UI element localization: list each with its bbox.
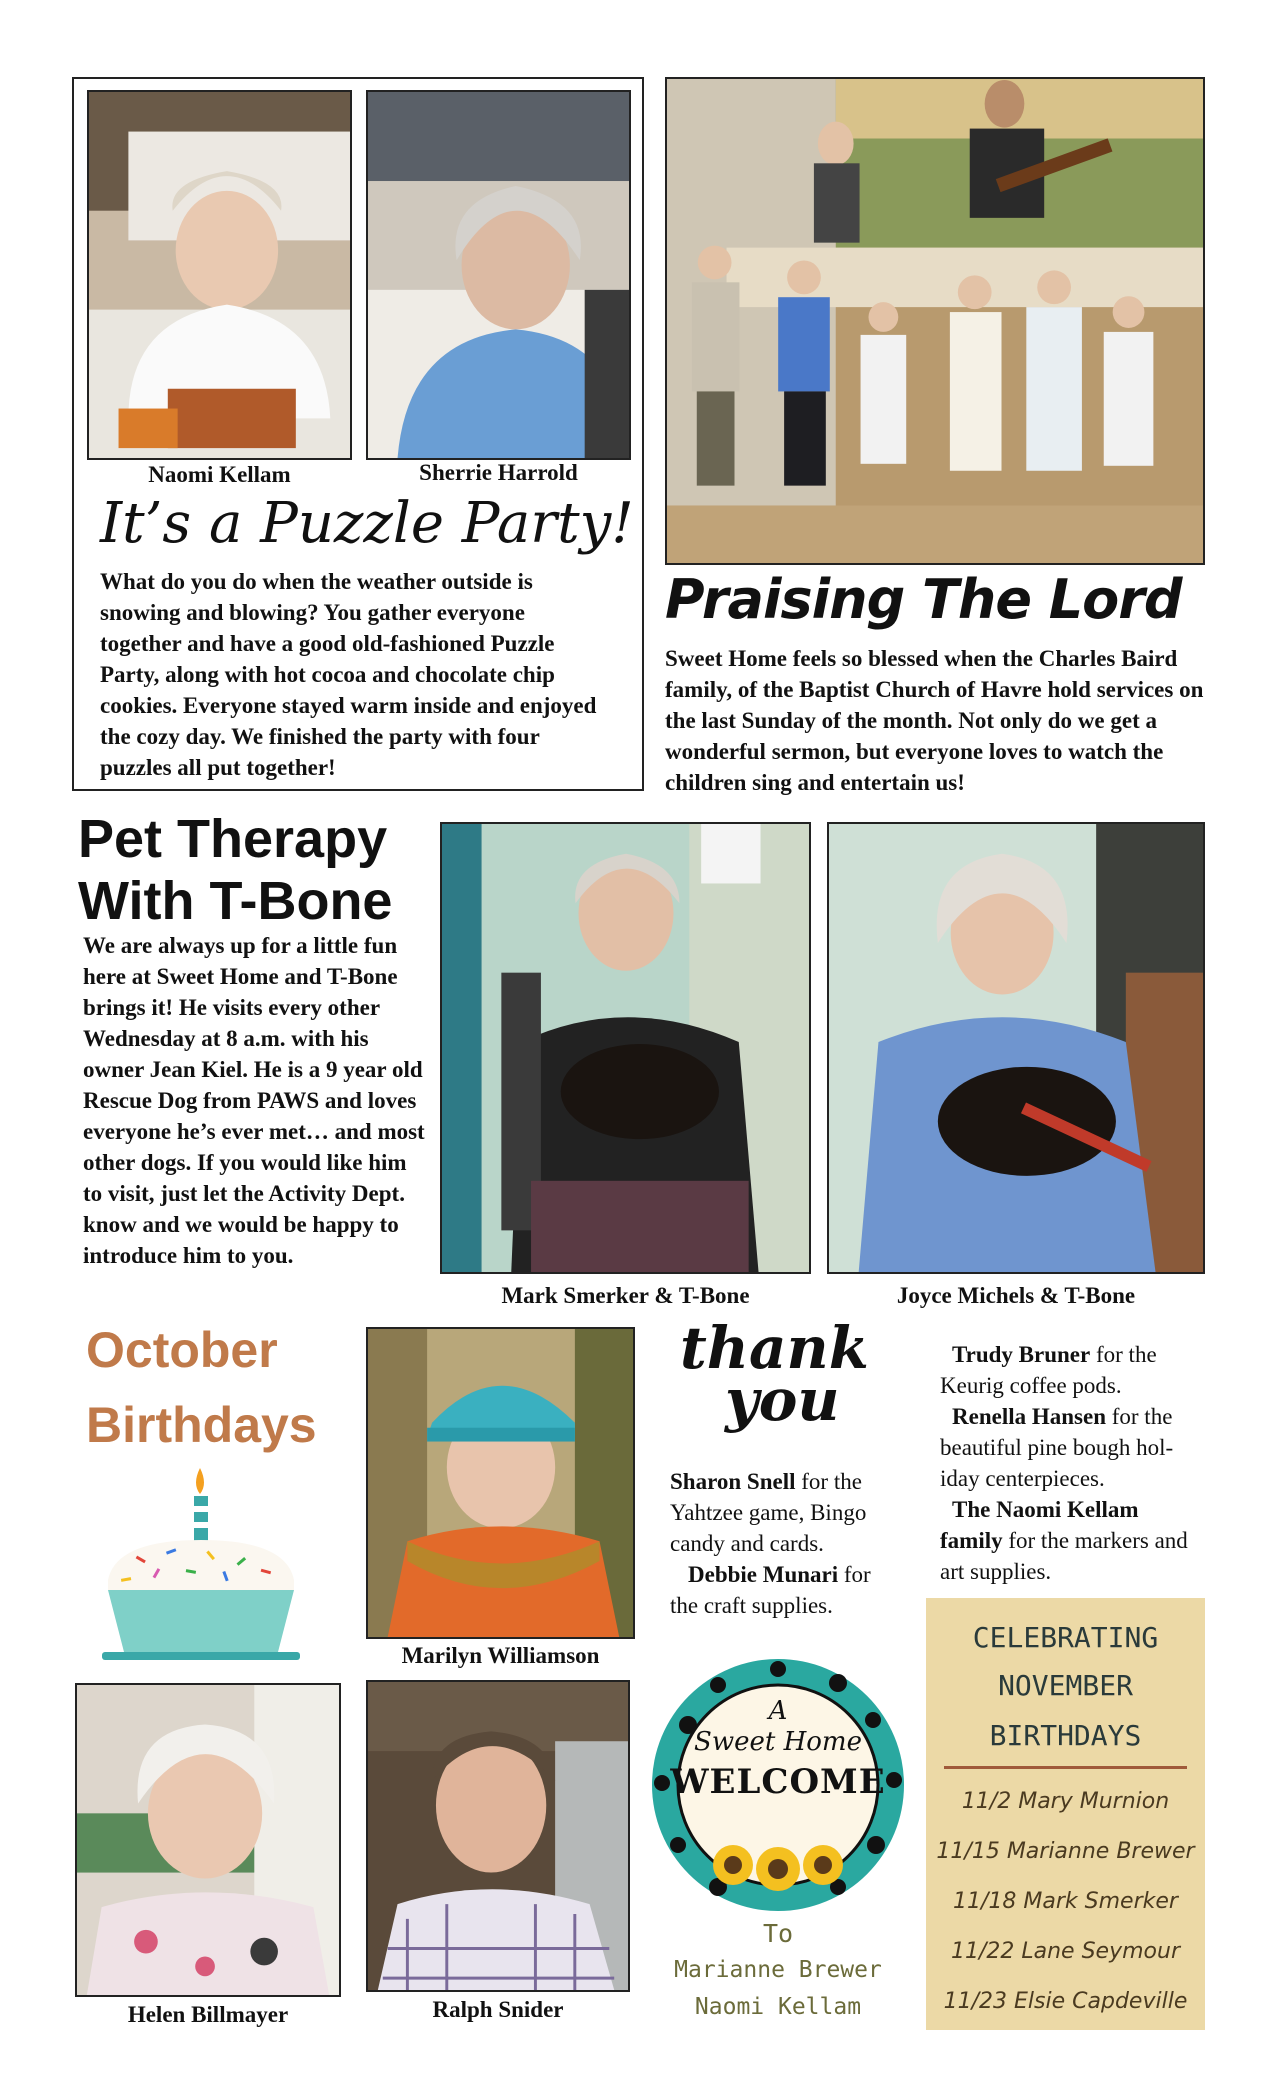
thank-you-text: for the craft supplies.: [670, 1562, 871, 1618]
november-entry: 11/18 Mark Smerker: [953, 1889, 1178, 1914]
naomi-kellam-caption: Naomi Kellam: [148, 462, 291, 487]
november-birthdays-panel: [926, 1598, 1205, 2030]
thank-you-list-right: [940, 1339, 1205, 1587]
october-birthdays-title-line1: October: [86, 1322, 278, 1378]
thank-you-logo: [670, 1314, 900, 1458]
ralph-snider-caption: Ralph Snider: [432, 1997, 564, 2022]
thank-you-text: for the Keurig coffee pods.: [940, 1342, 1157, 1398]
thank-you-text: for the markers and art supplies.: [940, 1528, 1188, 1584]
thank-you-item: [670, 1559, 902, 1621]
marilyn-williamson-caption: Marilyn Williamson: [401, 1643, 600, 1668]
thank-you-name: Trudy Bruner: [952, 1342, 1091, 1367]
welcome-line-sweet-home: Sweet Home: [694, 1727, 862, 1757]
welcome-name-2: Naomi Kellam: [694, 1994, 862, 2020]
helen-billmayer-photo: [75, 1683, 341, 1997]
welcome-badge: [648, 1655, 908, 1915]
november-entry: 11/22 Lane Seymour: [950, 1939, 1180, 1964]
welcome-line-a: A: [768, 1696, 788, 1726]
thank-you-item: [940, 1401, 1205, 1494]
thank-you-logo-line2: you: [725, 1366, 840, 1434]
welcome-to-label: To: [762, 1919, 794, 1948]
joyce-michels-photo: [827, 822, 1205, 1274]
marilyn-williamson-photo: [366, 1327, 635, 1639]
praising-the-lord-body: Sweet Home feels so blessed when the Charles Baird family, of the Baptist Church of Havre hold services on the last Sunday of the month. Not only do we get a wonderful sermon, but everyone loves to watch the children sing and entertain us!: [665, 646, 1204, 795]
november-entry: 11/15 Marianne Brewer: [936, 1839, 1195, 1864]
welcome-line-welcome: WELCOME: [670, 1762, 886, 1802]
thank-you-name: The Naomi Kellam family: [940, 1497, 1139, 1553]
welcome-name-1: Marianne Brewer: [674, 1957, 882, 1983]
sherrie-harrold-caption: Sherrie Harrold: [419, 460, 578, 485]
joyce-michels-caption: Joyce Michels & T-Bone: [896, 1283, 1136, 1308]
pet-therapy-body: We are always up for a little fun here at Sweet Home and T-Bone brings it! He visits every other Wednesday at 8 a.m. with his owner Jean Kiel. He is a 9 year old Rescue Dog from PAWS and loves everyone he’s ever met… and most other dogs. If you would like him to visit, just let the Activity Dept. know and we would be happy to introduce him to you.: [83, 933, 425, 1268]
naomi-kellam-photo: [87, 90, 352, 460]
sherrie-harrold-photo: [366, 90, 631, 460]
thank-you-name: Sharon Snell: [670, 1469, 796, 1494]
praising-the-lord-title: Praising The Lord: [665, 568, 1182, 631]
puzzle-party-title: It’s a Puzzle Party!: [100, 491, 634, 556]
birthday-cake-icon: [96, 1460, 306, 1670]
baird-family-photo: [665, 77, 1205, 565]
ralph-snider-photo: [366, 1680, 630, 1992]
thank-you-item: [940, 1339, 1205, 1401]
helen-billmayer-caption: Helen Billmayer: [127, 2002, 289, 2027]
pet-therapy-title-line1: Pet Therapy: [78, 809, 388, 869]
thank-you-item: [670, 1466, 902, 1559]
thank-you-text: for the beautiful pine bough hol-iday centerpieces.: [940, 1404, 1174, 1491]
thank-you-item: [940, 1494, 1205, 1587]
pet-therapy-title-line2: With T-Bone: [78, 871, 393, 931]
thank-you-logo-line1: thank: [680, 1314, 869, 1382]
november-title-line3: BIRTHDAYS: [989, 1719, 1142, 1752]
puzzle-party-body: What do you do when the weather outside is snowing and blowing? You gather everyone together and have a good old-fashioned Puzzle Party, along with hot cocoa and chocolate chip cookies. Everyone stayed warm inside and enjoyed the cozy day. We finished the party with four puzzles all put together!: [100, 569, 597, 780]
thank-you-list-left: [670, 1466, 902, 1621]
november-entry: 11/23 Elsie Capdeville: [943, 1989, 1188, 2014]
november-divider: [944, 1766, 1187, 1769]
october-birthdays-title-line2: Birthdays: [86, 1397, 317, 1453]
november-title-line1: CELEBRATING: [972, 1621, 1159, 1654]
mark-smerker-photo: [440, 822, 811, 1274]
thank-you-name: Renella Hansen: [952, 1404, 1106, 1429]
thank-you-text: for the Yahtzee game, Bingo candy and cards.: [670, 1469, 867, 1556]
mark-smerker-caption: Mark Smerker & T-Bone: [501, 1283, 750, 1308]
november-entry: 11/2 Mary Murnion: [961, 1789, 1170, 1814]
november-title-line2: NOVEMBER: [998, 1669, 1133, 1702]
thank-you-name: Debbie Munari: [688, 1562, 839, 1587]
